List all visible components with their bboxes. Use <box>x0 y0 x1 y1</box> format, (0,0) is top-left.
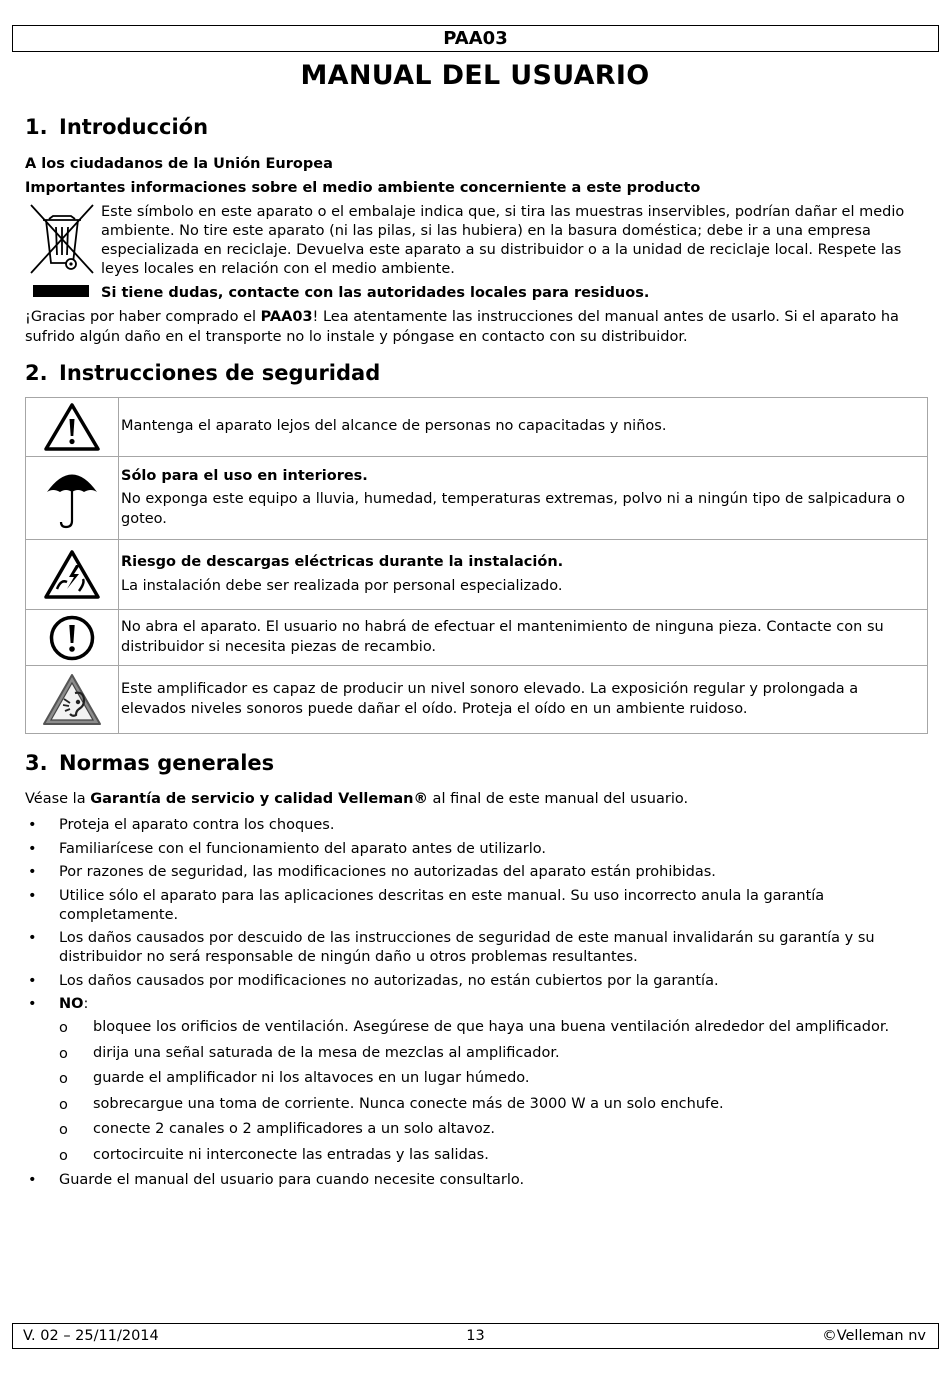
sub-list-item: o conecte 2 canales o 2 amplificadores a un solo altavoz. <box>59 1120 930 1139</box>
section-1-number: 1. <box>25 115 48 139</box>
safety-bold-text: Riesgo de descargas eléctricas durante la instalación. <box>121 554 564 570</box>
hearing-damage-icon <box>42 673 102 727</box>
list-item: • Familiarícese con el funcionamiento del aparato antes de utilizarlo. <box>25 840 930 859</box>
list-item: • Utilice sólo el aparato para las aplicaciones descritas en este manual. Su uso incorrecto anula la garantía completamente. <box>25 887 930 925</box>
list-item: • Proteja el aparato contra los choques. <box>25 816 930 835</box>
prohibitions-list <box>59 1018 930 1165</box>
safety-icon-cell <box>26 610 119 666</box>
electric-shock-icon <box>43 549 101 601</box>
safety-text: Este amplificador es capaz de producir un nivel sonoro elevado. La exposición regular y prolongada a elevados niveles sonoros puede dañar el oído. Proteja el oído en un ambiente ruidoso. <box>121 681 859 717</box>
safety-row <box>26 610 928 666</box>
section-2-title: Instrucciones de seguridad <box>59 361 381 385</box>
section-3-number: 3. <box>25 751 48 775</box>
safety-text: No abra el aparato. El usuario no habrá de efectuar el mantenimiento de ninguna pieza. Contacte con su distribuidor si necesita piezas de recambio. <box>121 619 884 655</box>
safety-icon-cell <box>26 540 119 610</box>
environment-paragraph: Este símbolo en este aparato o el embalaje indica que, si tira las muestras inservibles, podrían dañar el medio ambiente. No tire este aparato (ni las pilas, si las hubiera) en la basura doméstica; debe ir a una empresa especializada en reciclaje. Devuelva este aparato a su distribuidor o a la unidad de reciclaje local. Respete las leyes locales en relación con el medio ambiente. <box>101 204 905 277</box>
safety-row <box>26 398 928 457</box>
safety-row <box>26 457 928 540</box>
intro-pre: Véase la <box>25 791 91 807</box>
list-item-no <box>25 995 930 1165</box>
sub-list-item: o guarde el amplificador ni los altavoces en un lugar húmedo. <box>59 1069 930 1088</box>
safety-icon-cell <box>26 457 119 540</box>
exclamation-circle-icon <box>48 614 96 662</box>
safety-table <box>25 397 928 734</box>
sub-list-item: o cortocircuite ni interconecte las entradas y las salidas. <box>59 1146 930 1165</box>
warranty-name: Garantía de servicio y calidad Velleman® <box>90 791 428 807</box>
umbrella-icon <box>45 467 99 529</box>
list-item: • Guarde el manual del usuario para cuando necesite consultarlo. <box>25 1171 930 1190</box>
safety-bold-text: Sólo para el uso en interiores. <box>121 467 368 484</box>
warning-triangle-icon <box>43 402 101 452</box>
thanks-model: PAA03 <box>260 309 313 325</box>
section-2-number: 2. <box>25 361 48 385</box>
safety-icon-cell <box>26 666 119 734</box>
thanks-pre: ¡Gracias por haber comprado el <box>25 309 261 325</box>
safety-row <box>26 540 928 610</box>
list-item: • Los daños causados por modificaciones no autorizadas, no están cubiertos por la garantía. <box>25 972 930 991</box>
sub-list-item: o bloquee los orificios de ventilación. Asegúrese de que haya una buena ventilación alrededor del amplificador. <box>59 1018 930 1037</box>
header-model: PAA03 <box>443 28 508 49</box>
warranty-intro <box>25 790 925 810</box>
footer-page-number: 13 <box>466 1328 485 1344</box>
sub-list-item: o dirija una señal saturada de la mesa de mezclas al amplificador. <box>59 1044 930 1063</box>
intro-post: al final de este manual del usuario. <box>427 791 689 807</box>
document-title: MANUAL DEL USUARIO <box>300 60 650 91</box>
safety-text-cell <box>119 457 928 540</box>
safety-text: Mantenga el aparato lejos del alcance de personas no capacitadas y niños. <box>121 418 667 435</box>
safety-text: No exponga este equipo a lluvia, humedad, temperaturas extremas, polvo ni a ningún tipo de salpicadura o goteo. <box>121 491 906 527</box>
sub-list-item: o sobrecargue una toma de corriente. Nunca conecte más de 3000 W a un solo enchufe. <box>59 1095 930 1114</box>
list-item: • Por razones de seguridad, las modificaciones no autorizadas del aparato están prohibidas. <box>25 863 930 882</box>
no-colon: : <box>83 996 89 1012</box>
safety-text-cell <box>119 666 928 734</box>
thanks-paragraph <box>25 308 925 347</box>
weee-bin-icon <box>27 203 97 275</box>
section-1-heading <box>25 115 208 139</box>
safety-text: La instalación debe ser realizada por personal especializado. <box>121 577 563 594</box>
environment-heading: Importantes informaciones sobre el medio ambiente concerniente a este producto <box>25 180 701 196</box>
footer-version: V. 02 – 25/11/2014 <box>23 1328 159 1344</box>
list-item: • Los daños causados por descuido de las instrucciones de seguridad de este manual invalidarán su garantía y su distribuidor no será responsable de ningún daño u otros problemas resultantes. <box>25 929 930 967</box>
thanks-post: ! Lea atentamente las instrucciones del manual antes de usarlo. Si el aparato ha sufrido algún daño en el transporte no lo instale y póngase en contacto con su distribuidor. <box>25 309 899 345</box>
safety-icon-cell <box>26 398 119 457</box>
footer-box <box>12 1323 939 1349</box>
safety-text-cell <box>119 540 928 610</box>
header-box <box>12 25 939 52</box>
section-2-heading <box>25 361 380 385</box>
section-3-heading <box>25 751 274 775</box>
section-1-title: Introducción <box>59 115 209 139</box>
section-3-title: Normas generales <box>59 751 275 775</box>
no-label: NO <box>59 996 84 1012</box>
eu-heading: A los ciudadanos de la Unión Europea <box>25 156 333 172</box>
separator-bar <box>33 285 89 297</box>
safety-text-cell <box>119 398 928 457</box>
general-rules-list <box>25 816 930 1195</box>
footer-copyright: ©Velleman nv <box>822 1328 926 1344</box>
safety-row <box>26 666 928 734</box>
safety-text-cell <box>119 610 928 666</box>
doubts-notice: Si tiene dudas, contacte con las autoridades locales para residuos. <box>101 285 650 301</box>
